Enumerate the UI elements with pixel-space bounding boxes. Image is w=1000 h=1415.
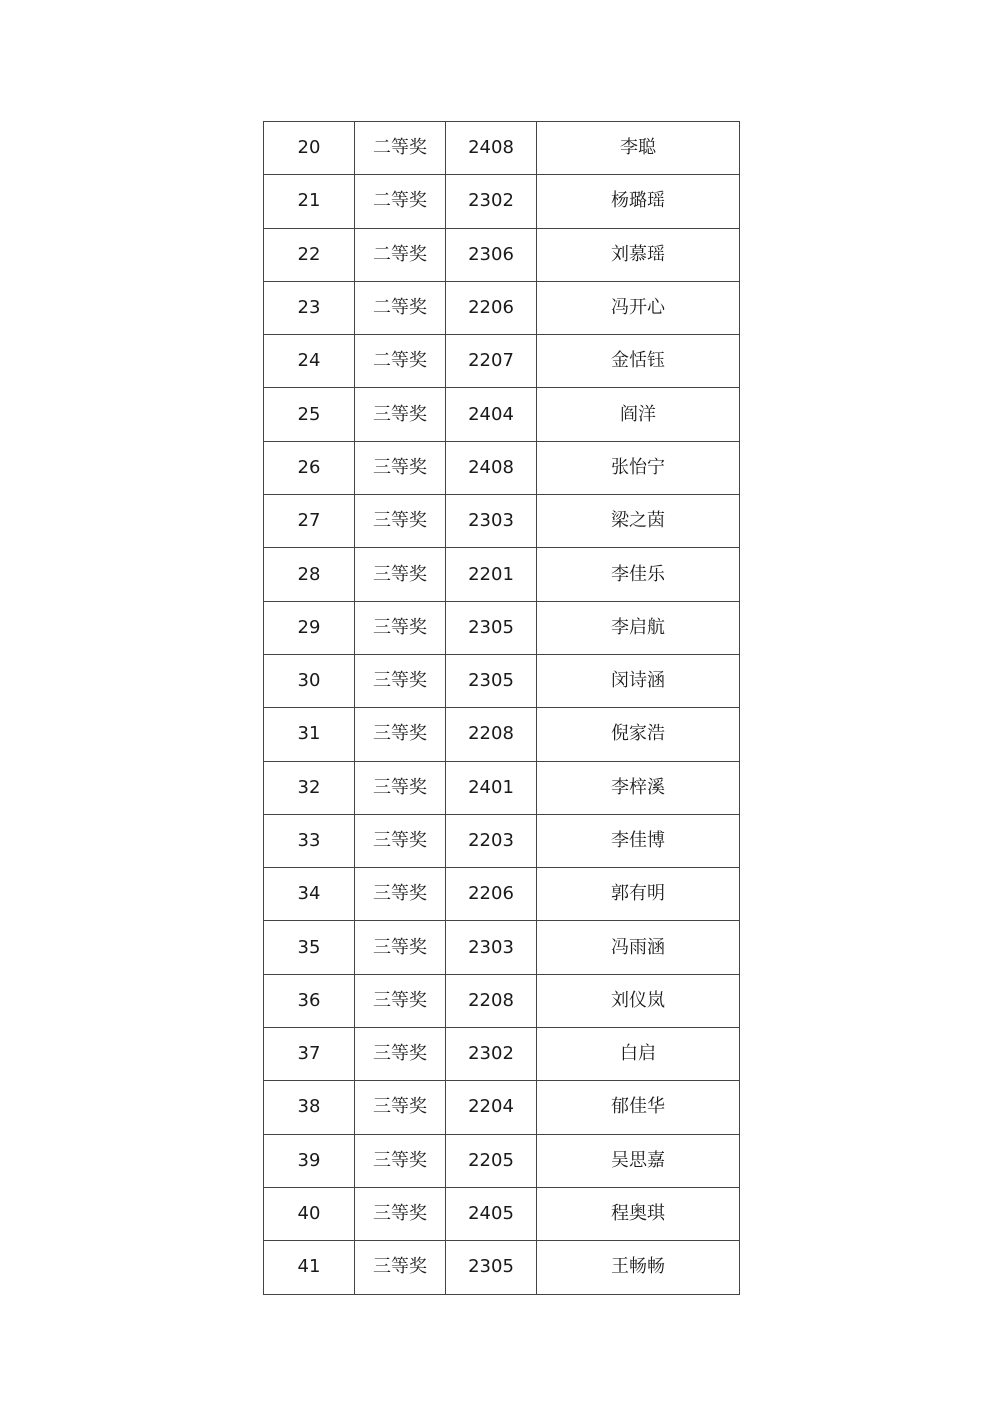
student-name-cell: 吴思嘉 <box>537 1134 740 1187</box>
row-number-cell: 20 <box>264 122 355 175</box>
student-name-cell: 李启航 <box>537 601 740 654</box>
prize-level-cell: 三等奖 <box>355 708 446 761</box>
row-number-cell: 38 <box>264 1081 355 1134</box>
prize-level-cell: 三等奖 <box>355 495 446 548</box>
prize-level-cell: 三等奖 <box>355 814 446 867</box>
class-number-cell: 2205 <box>446 1134 537 1187</box>
row-number-cell: 29 <box>264 601 355 654</box>
student-name-cell: 阎洋 <box>537 388 740 441</box>
table-row <box>264 281 740 334</box>
award-table-body <box>264 122 740 1295</box>
student-name-cell: 刘仪岚 <box>537 974 740 1027</box>
prize-level-cell: 三等奖 <box>355 1241 446 1294</box>
prize-level-cell: 三等奖 <box>355 1134 446 1187</box>
prize-level-cell: 三等奖 <box>355 921 446 974</box>
table-row <box>264 1134 740 1187</box>
student-name-cell: 程奥琪 <box>537 1187 740 1240</box>
prize-level-cell: 三等奖 <box>355 974 446 1027</box>
row-number-cell: 24 <box>264 335 355 388</box>
row-number-cell: 27 <box>264 495 355 548</box>
table-row <box>264 974 740 1027</box>
row-number-cell: 26 <box>264 441 355 494</box>
student-name-cell: 李聪 <box>537 122 740 175</box>
student-name-cell: 梁之茵 <box>537 495 740 548</box>
class-number-cell: 2404 <box>446 388 537 441</box>
table-row <box>264 708 740 761</box>
student-name-cell: 闵诗涵 <box>537 654 740 707</box>
table-row <box>264 1241 740 1294</box>
class-number-cell: 2401 <box>446 761 537 814</box>
prize-level-cell: 二等奖 <box>355 335 446 388</box>
class-number-cell: 2203 <box>446 814 537 867</box>
prize-level-cell: 三等奖 <box>355 1187 446 1240</box>
prize-level-cell: 二等奖 <box>355 175 446 228</box>
class-number-cell: 2302 <box>446 1028 537 1081</box>
prize-level-cell: 二等奖 <box>355 281 446 334</box>
class-number-cell: 2204 <box>446 1081 537 1134</box>
student-name-cell: 冯雨涵 <box>537 921 740 974</box>
table-row <box>264 1187 740 1240</box>
table-row <box>264 654 740 707</box>
student-name-cell: 白启 <box>537 1028 740 1081</box>
class-number-cell: 2208 <box>446 974 537 1027</box>
table-row <box>264 388 740 441</box>
class-number-cell: 2405 <box>446 1187 537 1240</box>
row-number-cell: 33 <box>264 814 355 867</box>
class-number-cell: 2303 <box>446 921 537 974</box>
row-number-cell: 37 <box>264 1028 355 1081</box>
prize-level-cell: 二等奖 <box>355 228 446 281</box>
table-row <box>264 495 740 548</box>
row-number-cell: 34 <box>264 868 355 921</box>
class-number-cell: 2408 <box>446 441 537 494</box>
class-number-cell: 2305 <box>446 654 537 707</box>
row-number-cell: 41 <box>264 1241 355 1294</box>
student-name-cell: 倪家浩 <box>537 708 740 761</box>
student-name-cell: 李梓溪 <box>537 761 740 814</box>
class-number-cell: 2207 <box>446 335 537 388</box>
prize-level-cell: 二等奖 <box>355 122 446 175</box>
prize-level-cell: 三等奖 <box>355 654 446 707</box>
prize-level-cell: 三等奖 <box>355 548 446 601</box>
student-name-cell: 郁佳华 <box>537 1081 740 1134</box>
student-name-cell: 张怡宁 <box>537 441 740 494</box>
class-number-cell: 2303 <box>446 495 537 548</box>
class-number-cell: 2305 <box>446 601 537 654</box>
class-number-cell: 2206 <box>446 868 537 921</box>
row-number-cell: 39 <box>264 1134 355 1187</box>
row-number-cell: 31 <box>264 708 355 761</box>
row-number-cell: 40 <box>264 1187 355 1240</box>
class-number-cell: 2206 <box>446 281 537 334</box>
class-number-cell: 2408 <box>446 122 537 175</box>
row-number-cell: 22 <box>264 228 355 281</box>
class-number-cell: 2302 <box>446 175 537 228</box>
prize-level-cell: 三等奖 <box>355 1028 446 1081</box>
class-number-cell: 2306 <box>446 228 537 281</box>
row-number-cell: 32 <box>264 761 355 814</box>
student-name-cell: 李佳博 <box>537 814 740 867</box>
row-number-cell: 21 <box>264 175 355 228</box>
row-number-cell: 25 <box>264 388 355 441</box>
row-number-cell: 36 <box>264 974 355 1027</box>
table-row <box>264 228 740 281</box>
table-row <box>264 175 740 228</box>
table-row <box>264 921 740 974</box>
student-name-cell: 杨璐瑶 <box>537 175 740 228</box>
student-name-cell: 冯开心 <box>537 281 740 334</box>
row-number-cell: 30 <box>264 654 355 707</box>
table-row <box>264 122 740 175</box>
table-row <box>264 1028 740 1081</box>
student-name-cell: 郭有明 <box>537 868 740 921</box>
table-row <box>264 441 740 494</box>
class-number-cell: 2305 <box>446 1241 537 1294</box>
table-row <box>264 761 740 814</box>
class-number-cell: 2208 <box>446 708 537 761</box>
student-name-cell: 李佳乐 <box>537 548 740 601</box>
student-name-cell: 王畅畅 <box>537 1241 740 1294</box>
prize-level-cell: 三等奖 <box>355 441 446 494</box>
student-name-cell: 刘慕瑶 <box>537 228 740 281</box>
table-row <box>264 335 740 388</box>
class-number-cell: 2201 <box>446 548 537 601</box>
prize-level-cell: 三等奖 <box>355 868 446 921</box>
prize-level-cell: 三等奖 <box>355 601 446 654</box>
row-number-cell: 28 <box>264 548 355 601</box>
table-row <box>264 814 740 867</box>
row-number-cell: 35 <box>264 921 355 974</box>
table-row <box>264 601 740 654</box>
student-name-cell: 金恬钰 <box>537 335 740 388</box>
award-table <box>263 121 740 1295</box>
prize-level-cell: 三等奖 <box>355 1081 446 1134</box>
table-row <box>264 868 740 921</box>
row-number-cell: 23 <box>264 281 355 334</box>
prize-level-cell: 三等奖 <box>355 388 446 441</box>
table-row <box>264 1081 740 1134</box>
table-row <box>264 548 740 601</box>
prize-level-cell: 三等奖 <box>355 761 446 814</box>
